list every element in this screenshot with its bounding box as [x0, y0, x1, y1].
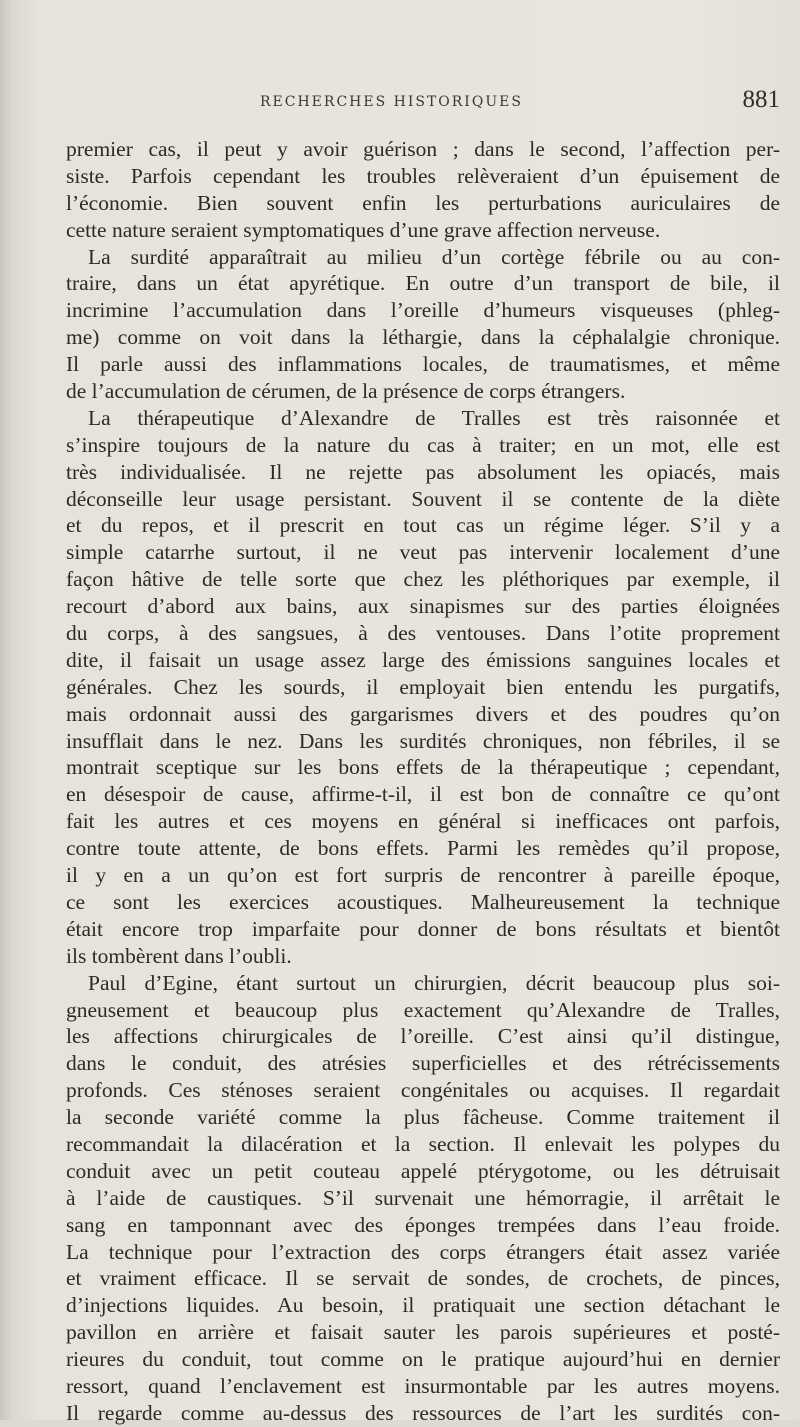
text-line: d’injections liquides. Au besoin, il pratiquait une section détachant le [66, 1293, 780, 1318]
text-line: il y en a un qu’on est fort surpris de rencontrer à pareille époque, [66, 863, 780, 888]
text-line: s’inspire toujours de la nature du cas à traiter; en un mot, elle est [66, 432, 780, 457]
text-line: ils tombèrent dans l’oubli. [66, 943, 292, 968]
page-number: 881 [742, 86, 780, 113]
text-line: simple catarrhe surtout, il ne veut pas intervenir localement d’une [66, 540, 780, 565]
text-line: profonds. Ces sténoses seraient congénitales ou acquises. Il regardait [66, 1078, 780, 1103]
text-line: du corps, à des sangsues, à des ventouses. Dans l’otite proprement [66, 621, 780, 646]
text-line: cette nature seraient symptomatiques d’une grave affection nerveuse. [66, 217, 661, 242]
text-line: la seconde variété comme la plus fâcheuse. Comme traitement il [66, 1105, 780, 1130]
body-text [66, 136, 780, 1427]
text-line: contre toute attente, de bons effets. Parmi les remèdes qu’il propose, [66, 836, 780, 861]
text-line: recommandait la dilacération et la section. Il enlevait les polypes du [66, 1131, 780, 1156]
text-line: sang en tamponnant avec des éponges trempées dans l’eau froide. [66, 1212, 780, 1237]
text-line: générales. Chez les sourds, il employait bien entendu les purgatifs, [66, 674, 780, 699]
running-title: RECHERCHES HISTORIQUES [260, 94, 523, 110]
text-line: gneusement et beaucoup plus exactement qu’Alexandre de Tralles, [66, 997, 780, 1022]
text-line: et vraiment efficace. Il se servait de sondes, de crochets, de pinces, [66, 1266, 780, 1291]
text-line: les affections chirurgicales de l’oreille. C’est ainsi qu’il distingue, [66, 1024, 780, 1049]
text-line: à l’aide de caustiques. S’il survenait une hémorragie, il arrêtait le [66, 1185, 780, 1210]
text-line: traire, dans un état apyrétique. En outre d’un transport de bile, il [66, 271, 780, 296]
text-line: dans le conduit, des atrésies superficielles et des rétrécissements [66, 1051, 780, 1076]
text-line: ce sont les exercices acoustiques. Malheureusement la technique [66, 889, 780, 914]
text-line: déconseille leur usage persistant. Souvent il se contente de la diète [66, 486, 780, 511]
text-line: La surdité apparaîtrait au milieu d’un cortège fébrile ou au con- [88, 244, 780, 269]
text-line: Paul d’Egine, étant surtout un chirurgien, décrit beaucoup plus soi- [88, 970, 780, 995]
text-line: siste. Parfois cependant les troubles relèveraient d’un épuisement de [66, 163, 780, 188]
page-header [60, 86, 780, 122]
text-line: pavillon en arrière et faisait sauter les parois supérieures et posté- [66, 1320, 780, 1345]
text-line: de l’accumulation de cérumen, de la présence de corps étrangers. [66, 379, 626, 404]
text-line: La technique pour l’extraction des corps étrangers était assez variée [66, 1239, 780, 1264]
text-line: était encore trop imparfaite pour donner de bons résultats et bientôt [66, 916, 780, 941]
text-line: insufflait dans le nez. Dans les surdités chroniques, non fébriles, il se [66, 728, 780, 753]
text-line: ressort, quand l’enclavement est insurmontable par les autres moyens. [66, 1373, 780, 1398]
text-line: La thérapeutique d’Alexandre de Tralles est très raisonnée et [88, 405, 780, 430]
text-line: me) comme on voit dans la léthargie, dans la céphalalgie chronique. [66, 325, 780, 350]
text-line: montrait sceptique sur les bons effets de la thérapeutique ; cependant, [66, 755, 780, 780]
text-line: fait les autres et ces moyens en général si inefficaces ont parfois, [66, 809, 780, 834]
text-line: premier cas, il peut y avoir guérison ; dans le second, l’affection per- [66, 137, 780, 161]
text-line: Il regarde comme au-dessus des ressources de l’art les surdités con- [66, 1400, 780, 1425]
text-line: et du repos, et il prescrit en tout cas un régime léger. S’il y a [66, 513, 780, 538]
text-line: conduit avec un petit couteau appelé ptérygotome, ou les détruisait [66, 1158, 780, 1183]
text-line: rieures du conduit, tout comme on le pratique aujourd’hui en dernier [66, 1347, 780, 1372]
text-line: l’économie. Bien souvent enfin les perturbations auriculaires de [66, 190, 780, 215]
text-line: recourt d’abord aux bains, aux sinapismes sur des parties éloignées [66, 594, 780, 619]
text-line: incrimine l’accumulation dans l’oreille d’humeurs visqueuses (phleg- [66, 298, 780, 323]
text-line: mais ordonnait aussi des gargarismes divers et des poudres qu’on [66, 701, 780, 726]
text-line: en désespoir de cause, affirme-t-il, il est bon de connaître ce qu’ont [66, 782, 780, 807]
text-line: très individualisée. Il ne rejette pas absolument les opiacés, mais [66, 459, 780, 484]
text-line: Il parle aussi des inflammations locales, de traumatismes, et même [66, 352, 780, 377]
text-line: dite, il faisait un usage assez large des émissions sanguines locales et [66, 647, 780, 672]
text-line: façon hâtive de telle sorte que chez les pléthoriques par exemple, il [66, 567, 780, 592]
